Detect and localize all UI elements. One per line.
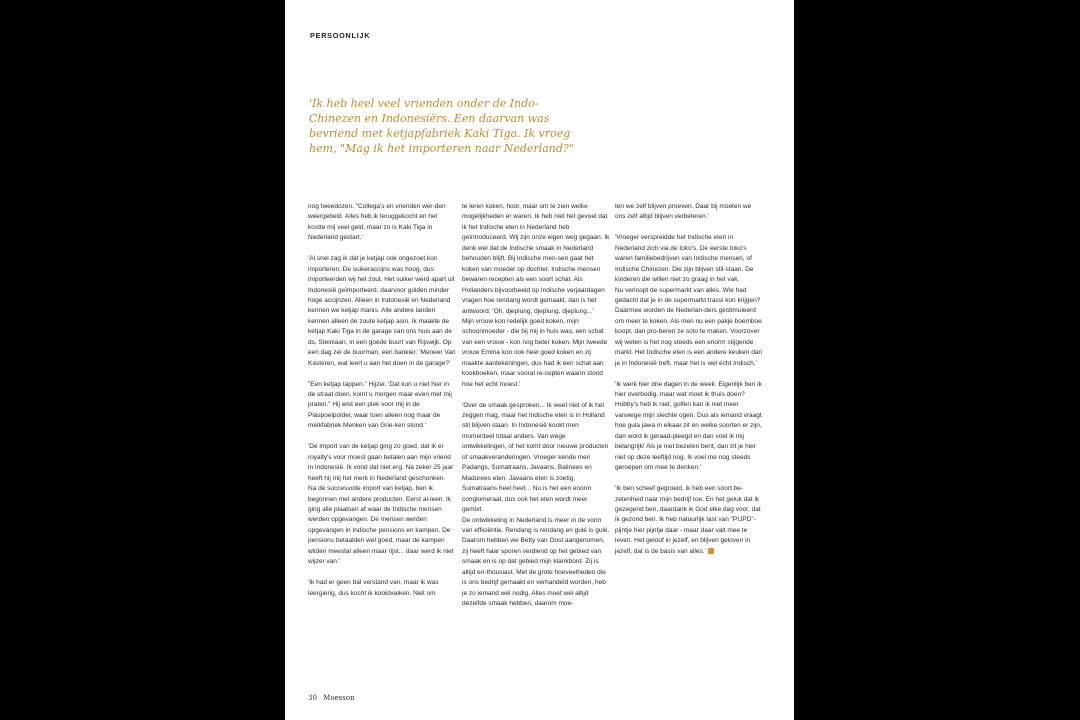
magazine-page — [285, 0, 794, 720]
end-of-article-icon — [708, 548, 714, 554]
paragraph — [615, 484, 763, 557]
paragraph: 'Over de smaak gesproken... Ik weet niet of ik het zeggen mag, maar het Indische eten is in Holland stil blijven staan. In Indonesië kookt men momenteel totaal anders. Van wege ontwikkelingen, of het komt door nieuwe producten of smaakveranderingen. Vroeger kende men Padangs, Sumatraans, Javaans, Balinees en Madurees eten. Javaans eten is zoetig, Sumatraans heel heet... Nu is het een enorm conglomeraat, dus ook het eten wordt meer gemixt. De ontwikkeling in Nederland is meer in de vorm van efficiëntie. Rendang is rendang en gulé is gulé. Daarom hebben we Betty van Oost aangenomen, zij heeft haar sporen verdiend op het gebied van smaak en is op dat gebied mijn klankbord. Zij is altijd en-thousiast. Met de grote hoeveelheden die is ons bedrijf gemaakt en verhandeld worden, heb je zo iemand wel nodig. Alles moet wel altijd dezelfde smaak hebben, daarom moe- — [462, 401, 610, 608]
paragraph: ten we zelf blijven proeven. Daar bij moeten we ons zelf altijd blijven verbeteren.' — [615, 203, 752, 221]
page-number: 30 — [308, 694, 317, 702]
page-footer — [308, 694, 355, 702]
text-column-3 — [615, 202, 763, 568]
text-column-2 — [462, 202, 610, 620]
paragraph: "Een ketjap tappen." Hijzei. 'Dat kun u niet hier in de straat doen, komt u morgen maar even met mij praten." Hij wist een plek voor mij in de Plaspoelpolder, waar toen alleen nog maar de melkfabriek Menken van Grie-ken stond.' — [308, 380, 452, 430]
paragraph: 'Al snel zag ik dat je ketjap ook ongezoet kon importeren. De suikeraccijns was hoog, dus importeerden wij het zout. Het suiker werd apart uit Indonesië geïmporteerd, daarvoor golden minder hoge accijnzen. Alleen in Indonesië en Nederland kennen we ketjap manis. Alle andere landen kennen alleen de zoute ketjap asin. Ik maakte de ketjap Kaki Tiga in de garage van ons huis aan de ds. Steinlaan, in een goede buurt van Rijswijk. Op een dag zei de buurman, een bankier: 'Meneer Van Kasteren, wat leert u aan het doen in de garage?' — [308, 255, 456, 367]
magazine-name: Moesson — [323, 694, 355, 702]
paragraph: 'Ik werk hier drie dagen in de week. Eigenlijk ben ik hier overbodig, maar wat moet ik thuis doen? Hobby's heb ik niet, golfen kan ik niet meer vanwege mijn slechte ogen. Dus als iemand vraagt hoe gula jawa in elkaar zit en welke soorten er zijn, dan word ik geraad-pleegd en dan voel ik mij belangrijk! Als je niet bezeten bent, dan zit je hier niet op deze leeftijd nog. Ik voel me nog steeds geroepen om mee te denken.' — [615, 380, 762, 472]
text-column-1 — [308, 202, 456, 609]
pull-quote: 'Ik heb heel veel vrienden onder de Indo-Chinezen en Indonesiërs. Een daarvan was bevriend met ketjapfabriek Kaki Tiga. Ik vroeg hem, "Mag ik het importeren naar Nederland?" — [309, 97, 574, 155]
section-label: PERSOONLIJK — [310, 31, 371, 40]
paragraph: 'Vroeger verspreidde het Indische eten in Nederland zich via de toko's. De eerste toko's waren familiebedrijven van Indische mensen, of Indische Chinezen. Die zijn blijven stil-staan. De kinderen die willen niet zo graag in het vak. Nu verloopt de supermarkt van alles. Wie had gedacht dat je in de supermarkt trassi kon krijgen? Daarmee worden de Nederlan-ders gestimuleerd om meer te koken. Als men nu een pakje boemboe koopt, dan pro-beren ze soto te maken. Voorzover wij weten is het nog steeds een enorm stijgende markt. Het Indische eten is een andere keuken dan je in Indonesië treft, maar het is wel écht Indisch.' — [615, 234, 763, 367]
paragraph: nog tweedozen. "Collega's en vrienden wer-den weergebeld. Alles heb ik teruggekocht en het kostte mij veel geld, maar zo is Kaki Tiga in Nederland gestart.' — [308, 203, 446, 242]
paragraph: te leren koken, hoor, maar om te zien welke mogelijkheden er waren. Ik heb niet het gevoel dat ik het Indische eten in Nederland heb geïntroduceerd. Wij zijn onze eigen weg gegaan. Ik denk wel dat de Indische smaak in Nederland behouden blijft. Bij Indische men-sen gaat het koken van moeder op dochter. Indische mensen bewaren recepten als een soort schat. Als Hollanders bijvoorbeeld op Indische verjaardagen vragen hoe rendang wordt gemaakt, dan is het antwoord: 'Oh, djeplung, djeplung, djeplung...' Mijn vrouw kon redelijk goed koken, mijn schoonmoeder - die bij mij in huis was, een schat van een vrouw - kon nog beter koken. Mijn tweede vrouw Emma kon ook heel goed koken en zij maakte aantekeningen, dus had ik een schat aan kookboeken, maar vooral re-cepten waarin stond hoe het echt moest.' — [462, 203, 610, 388]
paragraph: 'De import van de ketjap ging zo goed, dat ik er royalty's voor moest gaan betalen aan mijn vriend in Indonesië. Ik vond dat niet erg. Na zeker 25 jaar heeft hij mij het merk in Nederland geschonken. Na de succesvolle import van ketjap, ben ik begonnen met andere producten. Eerst al-leen. Ik ging alle plaatsen af waar de Indische mensen werden opgevangen. De mensen werden opgevangen in Indische pensions en kampen. De pensions betaalden wel goed, maar de kampen wilden meestal alleen maar rijst... daar werd ik niet wijzer van.' — [308, 443, 454, 566]
paragraph-text: 'Ik ben scheef gegroeid, ik heb een soort be-zetenheid naar mijn bedrijf toe. En het geluk dat ik gezegend ben, daardank ik God elke dag voor, dat ik gezond ben. Ik heb natuurlijk last van "PIJPD"- pijntje hier pijntje daar - maar daar valt mee te leven. Het geloof in jezelf, en blijven geloven in jezelf, dat is de basis van alles.' — [615, 485, 761, 555]
paragraph: 'Ik had er geen bal verstand van, maar ik was leergierig, dus kocht ik kookboeken. Niet om — [308, 579, 439, 597]
